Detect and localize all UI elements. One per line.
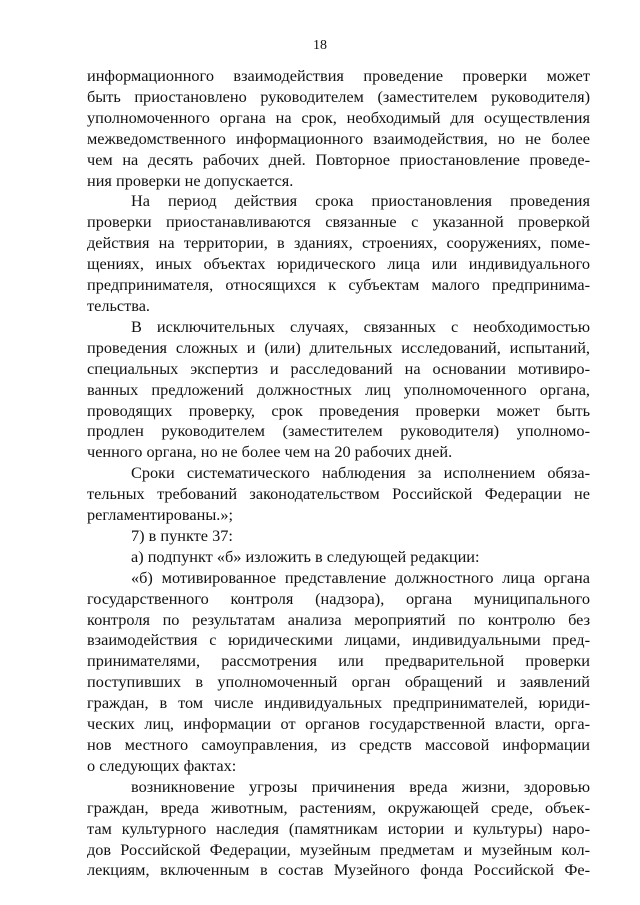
text-line: о следующих фактах: (87, 755, 237, 775)
text-line: регламентированы.»; (87, 505, 234, 525)
text-line: щениях, иных объектах юридического лица или индивидуального (87, 254, 590, 274)
paragraph-4 (87, 463, 590, 526)
text-line: информационного взаимодействия проведение проверки может (87, 66, 590, 85)
paragraph-2 (87, 191, 590, 316)
text-line: ческих лиц, информации от органов государственной власти, орга- (87, 714, 590, 734)
paragraph-8 (87, 777, 590, 882)
paragraph-6 (87, 547, 590, 568)
paragraph-7 (87, 568, 590, 777)
text-line: тельных требований законодательством Российской Федерации не (87, 484, 590, 504)
text-line: контроля по результатам анализа мероприятий по контролю без (87, 609, 590, 629)
text-line: проводящих проверку, срок проведения проверки может быть (87, 400, 590, 420)
text-line: проверки приостанавливаются связанные с указанной проверкой (87, 212, 590, 232)
text-line: нов местного самоуправления, из средств массовой информации (87, 735, 590, 754)
paragraph-5 (87, 526, 590, 547)
text-line: продлен руководителем (заместителем руководителя) уполномо- (87, 421, 590, 441)
text-line: На период действия срока приостановления проведения (131, 191, 590, 211)
text-line: 7) в пункте 37: (131, 525, 233, 545)
paragraph-3 (87, 317, 590, 463)
text-line: быть приостановлено руководителем (заместителем руководителя) (87, 86, 590, 106)
text-line: Сроки систематического наблюдения за исполнением обяза- (131, 463, 590, 483)
text-line: чем на десять рабочих дней. Повторное приостановление проведе- (87, 149, 590, 169)
text-line: государственного контроля (надзора), органа муниципального (87, 588, 590, 608)
text-line: специальных экспертиз и расследований на основании мотивиро- (87, 358, 590, 378)
text-line: В исключительных случаях, связанных с необходимостью (131, 316, 590, 336)
text-line: граждан, в том числе индивидуальных предпринимателей, юриди- (87, 693, 590, 713)
text-line: принимателями, рассмотрения или предварительной проверки (87, 651, 590, 671)
text-line: граждан, вреда животным, растениям, окружающей среде, объек- (87, 797, 590, 817)
text-line: там культурного наследия (памятникам истории и культуры) наро- (87, 818, 590, 838)
text-line: межведомственного информационного взаимодействия, но не более (87, 128, 590, 148)
text-line: а) подпункт «б» изложить в следующей редакции: (131, 546, 480, 566)
text-line: взаимодействия с юридическими лицами, индивидуальными пред- (87, 630, 590, 650)
text-line: дов Российской Федерации, музейным предметам и музейным кол- (87, 839, 590, 859)
text-line: ченного органа, но не более чем на 20 рабочих дней. (87, 442, 453, 462)
text-line: проведения сложных и (или) длительных исследований, испытаний, (87, 337, 590, 357)
text-line: ния проверки не допускается. (87, 170, 294, 190)
text-line: ванных предложений должностных лиц уполномоченного органа, (87, 379, 590, 399)
document-body (87, 66, 590, 881)
page-number: 18 (313, 38, 327, 53)
text-line: лекциям, включенным в состав Музейного фонда Российской Фе- (87, 860, 590, 880)
text-line: предпринимателя, относящихся к субъектам малого предпринима- (87, 275, 590, 295)
text-line: возникновение угрозы причинения вреда жизни, здоровью (131, 776, 590, 796)
text-line: тельства. (87, 295, 151, 315)
paragraph-1 (87, 66, 590, 191)
text-line: «б) мотивированное представление должностного лица органа (131, 567, 590, 587)
text-line: действия на территории, в зданиях, строениях, сооружениях, поме- (87, 233, 590, 253)
text-line: уполномоченного органа на срок, необходимый для осуществления (87, 107, 590, 127)
text-line: поступивших в уполномоченный орган обращений и заявлений (87, 672, 590, 692)
